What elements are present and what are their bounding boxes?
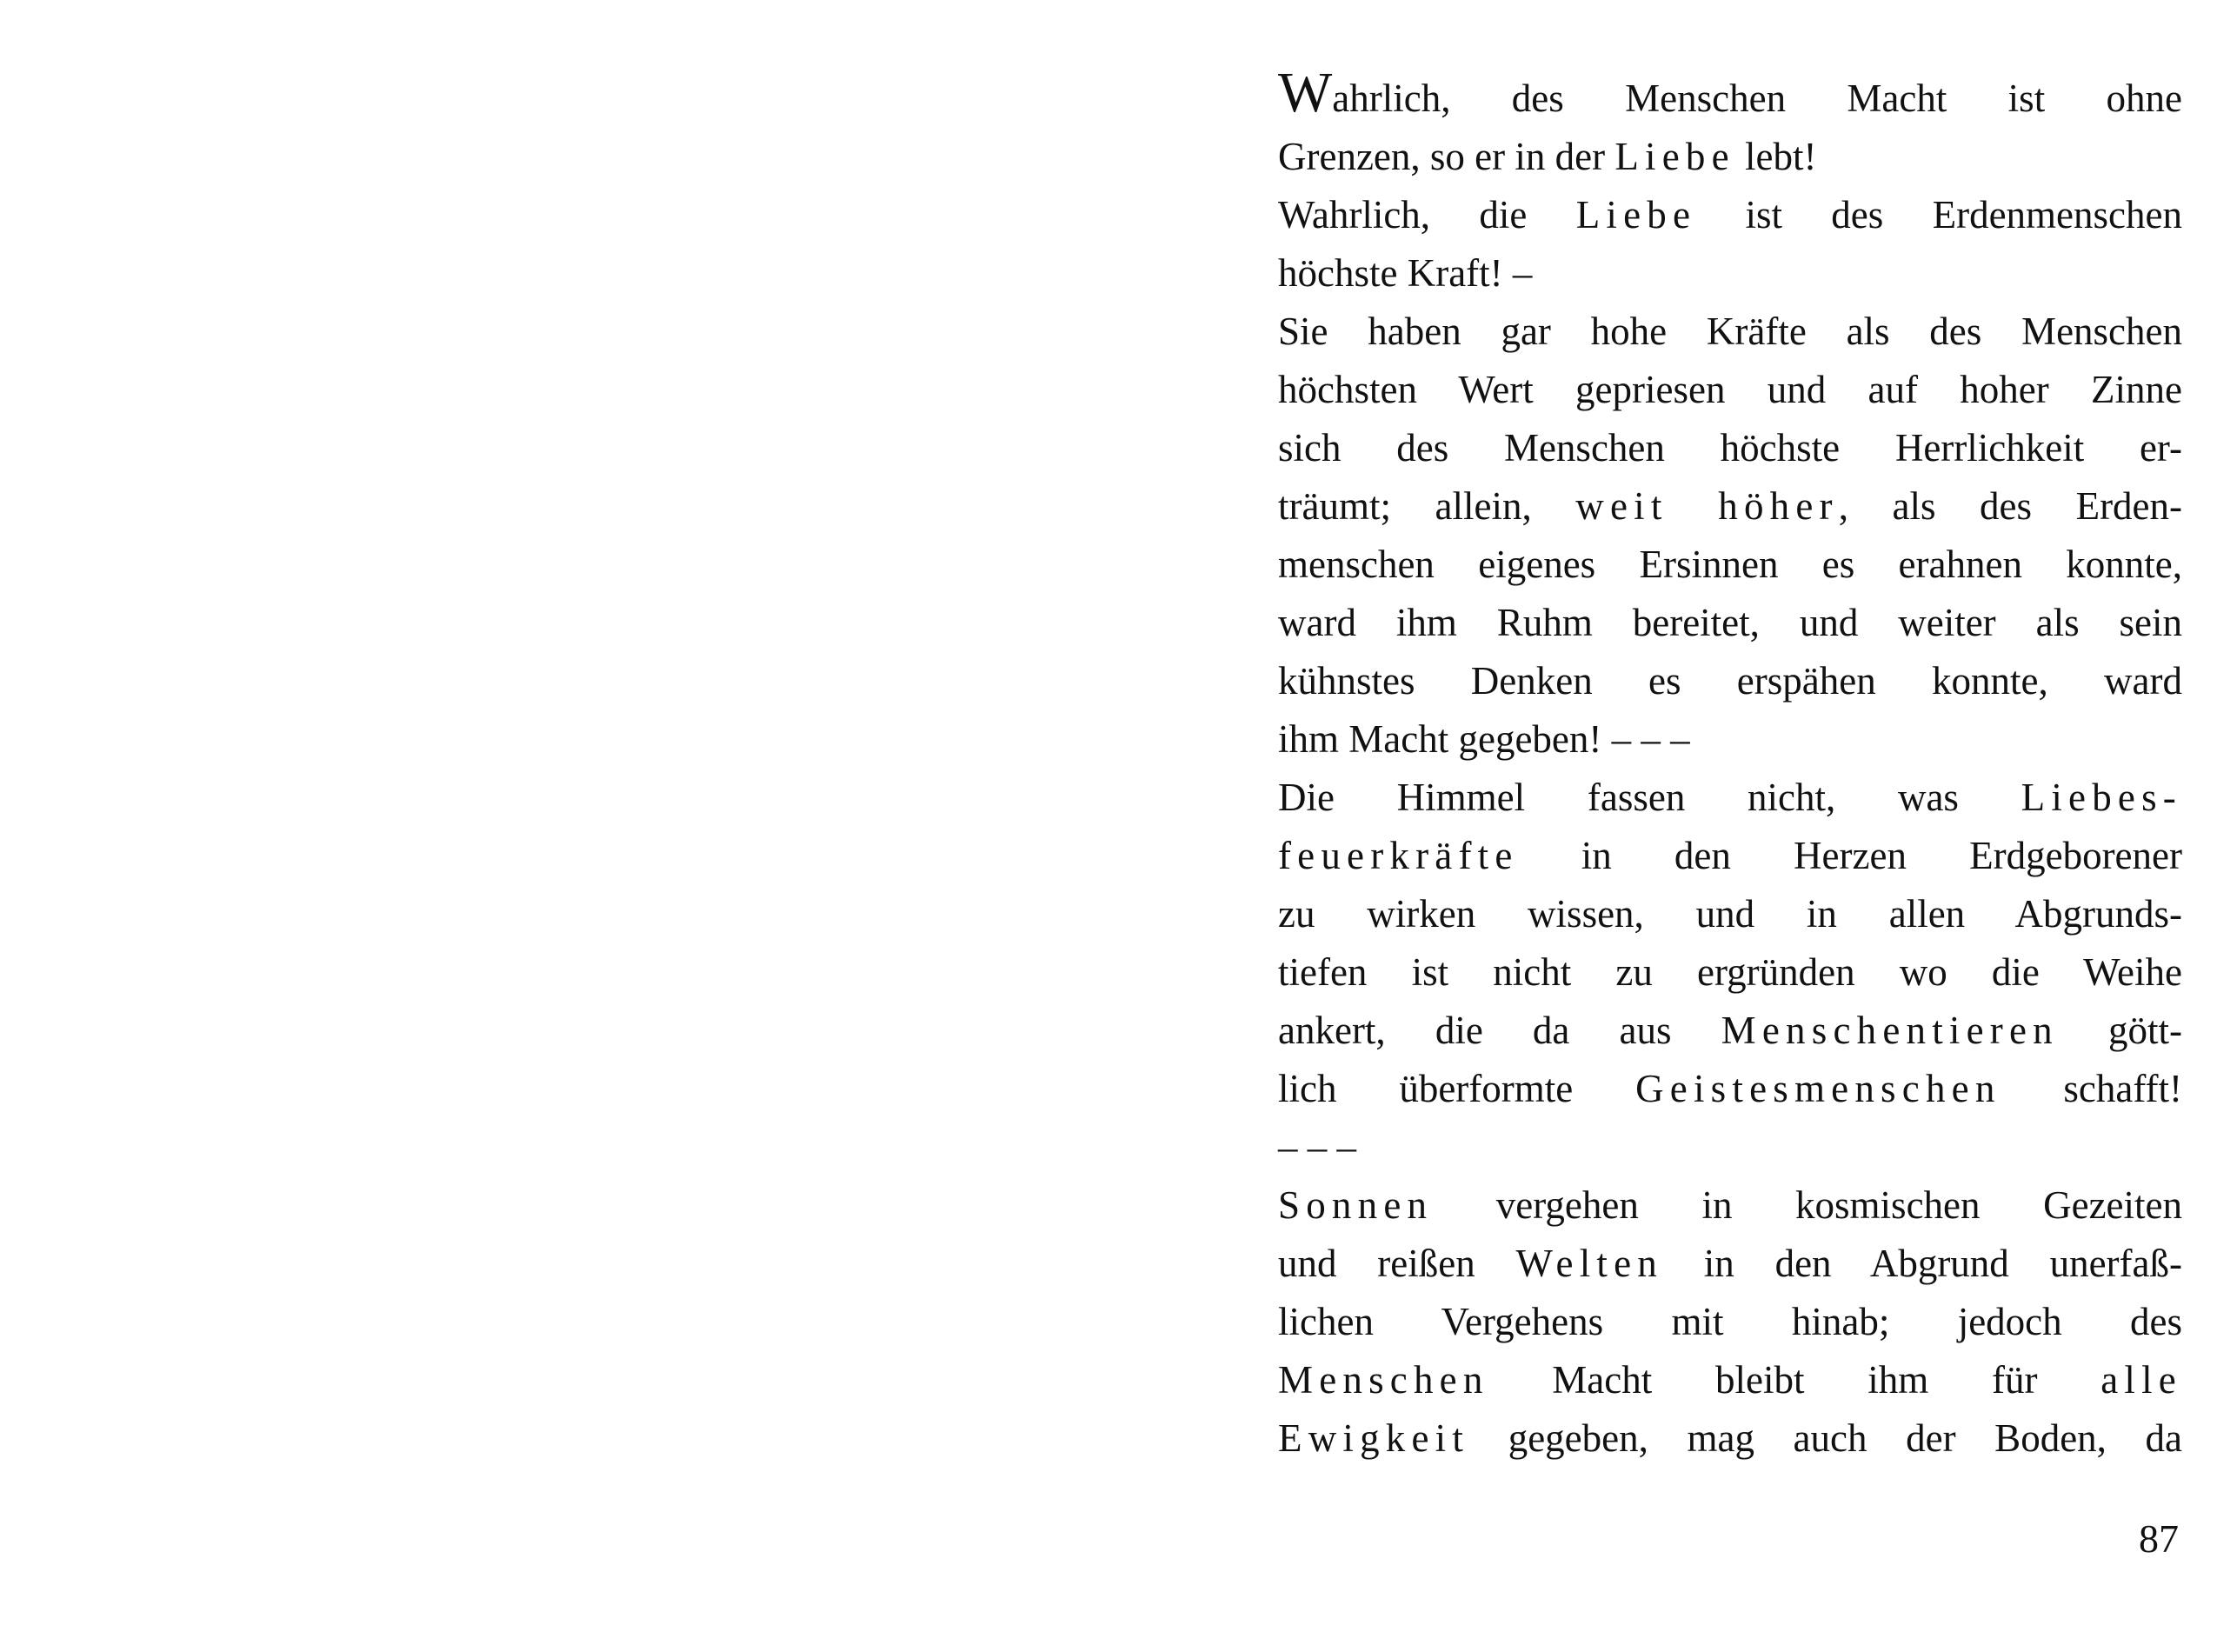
left-page-blank	[0, 0, 1108, 1652]
spaced-emphasis: Liebe	[1575, 193, 1697, 236]
text-line: sich des Menschen höchste Herrlichkeit er-	[1278, 426, 2182, 470]
spaced-emphasis: alle	[2100, 1358, 2182, 1402]
text-line: höchste Kraft! –	[1278, 251, 1533, 295]
spaced-emphasis: Menschen	[1278, 1358, 1489, 1402]
right-page	[1108, 0, 2217, 1652]
spaced-emphasis: Menschentieren	[1721, 1009, 2059, 1052]
text-line: lich überformte Geistesmenschen schafft!	[1278, 1067, 2182, 1110]
body-text	[1278, 61, 2183, 1468]
text-line: träumt; allein, weit höher, als des Erden-	[1278, 484, 2183, 528]
spaced-emphasis: Liebe	[1614, 135, 1735, 178]
spaced-emphasis: Welten	[1515, 1242, 1664, 1285]
text-line: tiefen ist nicht zu ergründen wo die Weihe	[1278, 950, 2182, 994]
text-line: Sonnen vergehen in kosmischen Gezeiten	[1278, 1183, 2182, 1227]
text-line: Ewigkeit gegeben, mag auch der Boden, da	[1278, 1416, 2182, 1460]
text-line: Grenzen, so er in der Liebe lebt!	[1278, 135, 1817, 178]
spaced-emphasis: Geistesmenschen	[1635, 1067, 2001, 1110]
text-line: höchsten Wert gepriesen und auf hoher Zinne	[1278, 368, 2182, 411]
spaced-emphasis: feuerkräfte	[1278, 834, 1519, 877]
text-line: Wahrlich, die Liebe ist des Erdenmenschen	[1278, 193, 2182, 236]
page-number: 87	[2139, 1516, 2179, 1561]
text-line: – – –	[1278, 1125, 1356, 1169]
text-line: feuerkräfte in den Herzen Erdgeborener	[1278, 834, 2182, 877]
text-line: ihm Macht gegeben! – – –	[1278, 717, 1690, 761]
text-line: Sie haben gar hohe Kräfte als des Menschen	[1278, 310, 2182, 353]
drop-capital: W	[1278, 61, 1333, 124]
spaced-emphasis: Sonnen	[1278, 1183, 1434, 1227]
text-line: Die Himmel fassen nicht, was Liebes-	[1278, 776, 2182, 819]
text-line: zu wirken wissen, und in allen Abgrunds-	[1278, 892, 2182, 936]
spaced-emphasis: Liebes-	[2021, 776, 2182, 819]
spaced-emphasis: weit höher	[1575, 484, 1839, 528]
text-line: ankert, die da aus Menschentieren gött-	[1278, 1009, 2182, 1052]
text-line: Menschen Macht bleibt ihm für alle	[1278, 1358, 2182, 1402]
text-line: menschen eigenes Ersinnen es erahnen konnte,	[1278, 543, 2182, 586]
text-line: lichen Vergehens mit hinab; jedoch des	[1278, 1300, 2182, 1343]
text-line: ward ihm Ruhm bereitet, und weiter als sein	[1278, 601, 2182, 644]
text-line: kühnstes Denken es erspähen konnte, ward	[1278, 659, 2182, 703]
text-line: und reißen Welten in den Abgrund unerfaß-	[1278, 1242, 2182, 1285]
spaced-emphasis: Ewigkeit	[1278, 1416, 1470, 1460]
text-line: Wahrlich, des Menschen Macht ist ohne	[1278, 61, 2182, 124]
